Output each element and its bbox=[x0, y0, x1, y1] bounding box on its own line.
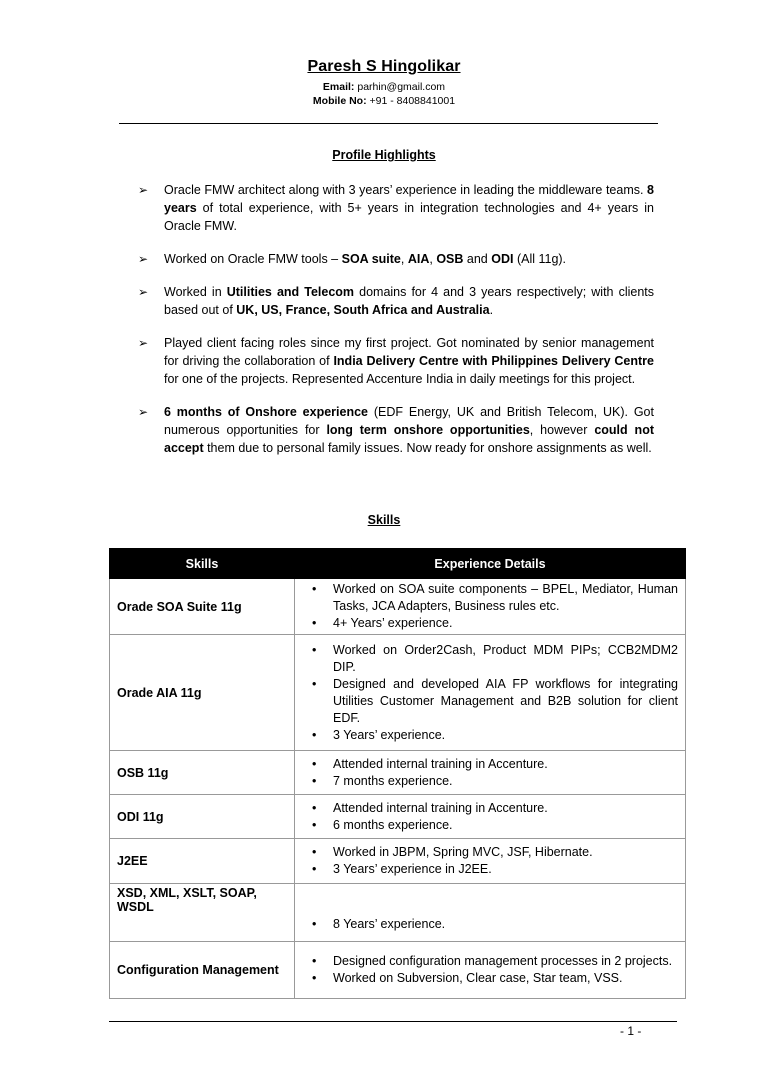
highlight-item bbox=[138, 181, 654, 235]
skills-title: Skills bbox=[367, 513, 401, 527]
skill-name: Configuration Management bbox=[110, 942, 295, 999]
skills-table-header bbox=[110, 549, 686, 579]
detail-item: • 4+ Years’ experience. bbox=[302, 615, 678, 632]
highlight-text: . bbox=[489, 303, 494, 317]
skills-row bbox=[110, 579, 686, 635]
detail-list bbox=[302, 800, 678, 834]
skill-name: J2EE bbox=[110, 839, 295, 884]
page-number: - 1 - bbox=[620, 1024, 642, 1038]
highlight-emphasis: India Delivery Centre with Philippines Delivery Centre bbox=[333, 354, 654, 368]
highlight-text: Worked on Oracle FMW tools – bbox=[164, 252, 342, 266]
skill-name: OSB 11g bbox=[110, 751, 295, 795]
highlight-text: , bbox=[400, 252, 408, 266]
detail-item: • Designed configuration management processes in 2 projects. bbox=[302, 953, 678, 970]
detail-item: • Attended internal training in Accenture. bbox=[302, 800, 678, 817]
skills-row bbox=[110, 635, 686, 751]
skills-row bbox=[110, 795, 686, 839]
highlight-text: Worked in bbox=[164, 285, 227, 299]
arrow-bullet-icon: ➢ bbox=[138, 285, 149, 299]
experience-details bbox=[295, 942, 686, 999]
skills-column-header: Skills bbox=[110, 549, 295, 579]
resume-header bbox=[0, 58, 768, 108]
highlight-text: , however bbox=[529, 423, 595, 437]
highlight-text: , bbox=[429, 252, 437, 266]
highlight-text: (EDF Energy, UK and British Telecom, UK). Got numerous opportunities for bbox=[164, 405, 654, 437]
experience-details bbox=[295, 635, 686, 751]
profile-highlights-list bbox=[138, 181, 654, 472]
highlight-text: (All 11g). bbox=[513, 252, 567, 266]
experience-details bbox=[295, 751, 686, 795]
experience-details bbox=[295, 839, 686, 884]
skill-name: Orade AIA 11g bbox=[110, 635, 295, 751]
detail-item: • 7 months experience. bbox=[302, 773, 678, 790]
highlight-item bbox=[138, 283, 654, 319]
detail-item: • Worked on Subversion, Clear case, Star team, VSS. bbox=[302, 970, 678, 987]
skill-name: Orade SOA Suite 11g bbox=[110, 579, 295, 635]
header-divider bbox=[119, 123, 658, 124]
skills-row bbox=[110, 751, 686, 795]
highlight-emphasis: ODI bbox=[491, 252, 514, 266]
detail-list bbox=[302, 756, 678, 790]
arrow-bullet-icon: ➢ bbox=[138, 252, 149, 266]
arrow-bullet-icon: ➢ bbox=[138, 183, 149, 197]
highlight-item bbox=[138, 334, 654, 388]
experience-details bbox=[295, 579, 686, 635]
highlight-text: Played client facing roles since my first project. Got nominated by senior management for driving the collaboration of bbox=[164, 336, 654, 368]
highlight-emphasis: AIA bbox=[407, 252, 430, 266]
highlight-text: of total experience, with 5+ years in integration technologies and 4+ years in Oracle FMW. bbox=[164, 201, 654, 233]
highlight-text: Oracle FMW architect along with 3 years’ experience in leading the middleware teams. bbox=[164, 183, 648, 197]
highlight-text: domains for 4 and 3 years respectively; with clients based out of bbox=[164, 285, 655, 317]
detail-list bbox=[302, 581, 678, 632]
experience-details bbox=[295, 884, 686, 942]
footer-divider bbox=[109, 1021, 677, 1022]
email-label: Email: bbox=[322, 81, 355, 93]
highlight-text: them due to personal family issues. Now ready for onshore assignments as well. bbox=[203, 441, 652, 455]
email-value[interactable]: parhin@gmail.com bbox=[357, 81, 446, 93]
highlight-item bbox=[138, 250, 654, 268]
skills-table bbox=[109, 548, 686, 999]
skills-row bbox=[110, 839, 686, 884]
highlight-emphasis: UK, US, France, South Africa and Australia bbox=[236, 303, 490, 317]
skill-name: XSD, XML, XSLT, SOAP, WSDL bbox=[110, 884, 295, 942]
skills-table-body bbox=[110, 579, 686, 999]
details-column-header: Experience Details bbox=[295, 549, 686, 579]
email-line bbox=[0, 80, 768, 94]
highlight-text: for one of the projects. Represented Accenture India in daily meetings for this project. bbox=[164, 372, 636, 386]
detail-list bbox=[302, 916, 678, 933]
detail-item: • Worked in JBPM, Spring MVC, JSF, Hibernate. bbox=[302, 844, 678, 861]
skills-row bbox=[110, 942, 686, 999]
highlight-emphasis: 6 months of Onshore experience bbox=[164, 405, 368, 419]
highlight-emphasis: could not accept bbox=[164, 423, 654, 455]
candidate-name: Paresh S Hingolikar bbox=[307, 58, 461, 75]
detail-item: • Worked on Order2Cash, Product MDM PIPs; CCB2MDM2 DIP. bbox=[302, 642, 678, 676]
detail-item: • Attended internal training in Accenture. bbox=[302, 756, 678, 773]
detail-list bbox=[302, 953, 678, 987]
experience-details bbox=[295, 795, 686, 839]
detail-item: • 3 Years’ experience. bbox=[302, 727, 678, 744]
highlight-emphasis: Utilities and Telecom bbox=[226, 285, 355, 299]
highlight-emphasis: long term onshore opportunities bbox=[326, 423, 530, 437]
detail-item: • 8 Years’ experience. bbox=[302, 916, 678, 933]
highlight-emphasis: SOA suite bbox=[341, 252, 401, 266]
detail-list bbox=[302, 844, 678, 878]
skills-row bbox=[110, 884, 686, 942]
highlight-emphasis: OSB bbox=[436, 252, 464, 266]
highlight-item bbox=[138, 403, 654, 457]
arrow-bullet-icon: ➢ bbox=[138, 405, 149, 419]
highlight-emphasis: 8 years bbox=[164, 183, 654, 215]
mobile-value: +91 - 8408841001 bbox=[369, 95, 456, 107]
profile-highlights-title: Profile Highlights bbox=[332, 148, 436, 162]
detail-list bbox=[302, 642, 678, 744]
contact-block bbox=[0, 80, 768, 108]
detail-item: • 3 Years’ experience in J2EE. bbox=[302, 861, 678, 878]
mobile-label: Mobile No: bbox=[312, 95, 367, 107]
highlight-text: and bbox=[463, 252, 492, 266]
skill-name: ODI 11g bbox=[110, 795, 295, 839]
arrow-bullet-icon: ➢ bbox=[138, 336, 149, 350]
detail-item: • Designed and developed AIA FP workflows for integrating Utilities Customer Management and B2B solution for client EDF. bbox=[302, 676, 678, 727]
mobile-line bbox=[0, 94, 768, 108]
detail-item: • Worked on SOA suite components – BPEL, Mediator, Human Tasks, JCA Adapters, Business rules etc. bbox=[302, 581, 678, 615]
detail-item: • 6 months experience. bbox=[302, 817, 678, 834]
